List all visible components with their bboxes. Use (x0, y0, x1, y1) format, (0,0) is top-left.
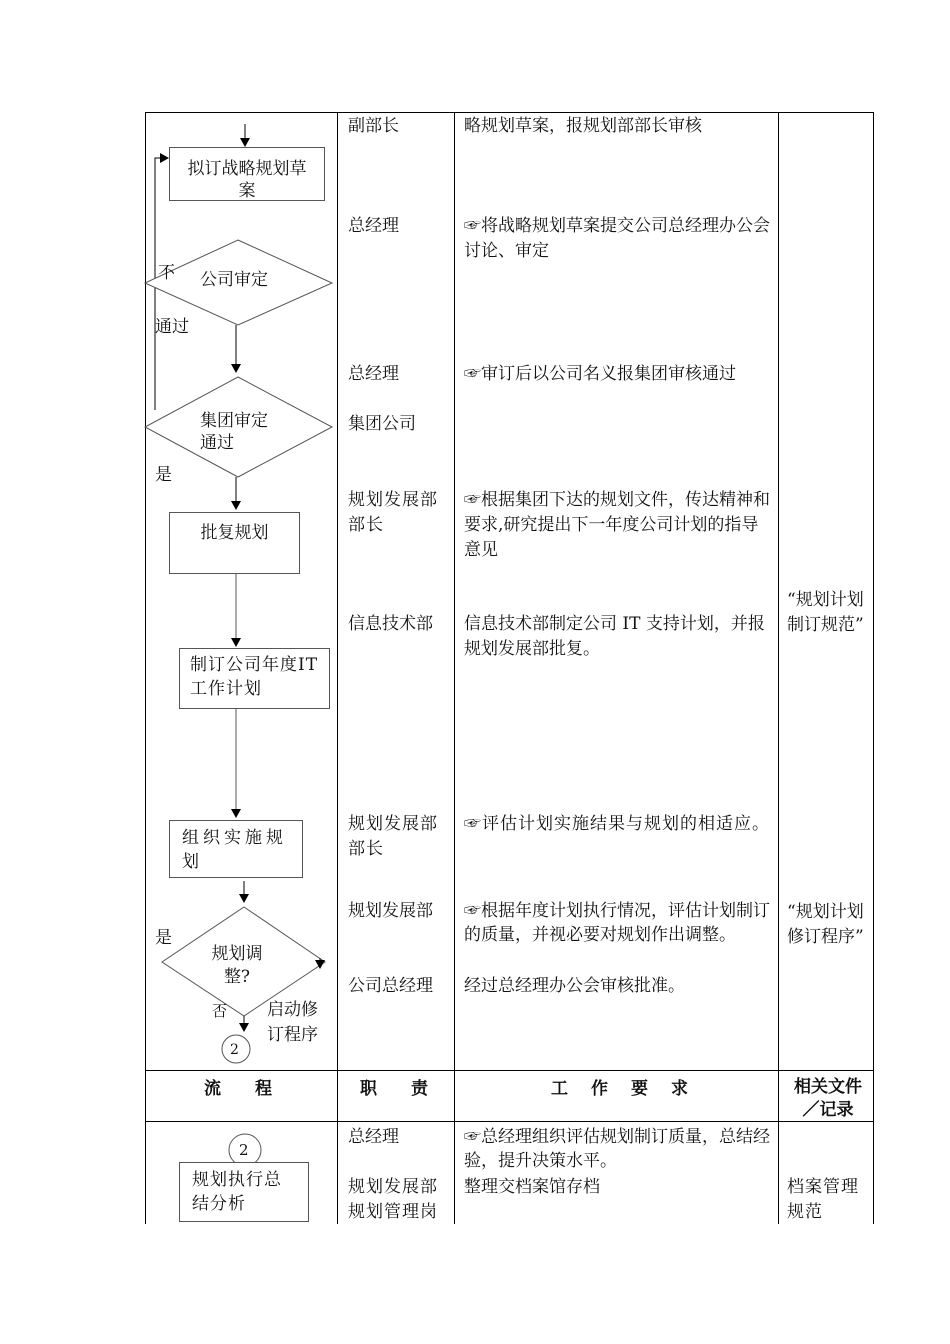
step-summary-label: 规划执行总结分析 (192, 1170, 282, 1214)
step-draft-label: 拟订战略规划草案 (187, 159, 307, 201)
req-bottom-2: 整理交档案馆存档 (464, 1177, 600, 1197)
req-row-3: ☞审订后以公司名义报集团审核通过 (464, 364, 736, 384)
step-summary-box (179, 1162, 309, 1222)
header-docs: 相关文件／记录 (794, 1077, 862, 1120)
duty-row-8: 规划发展部 (348, 901, 433, 921)
req-row-9: 经过总经理办公会审核批准。 (464, 976, 685, 996)
req-row-6: 信息技术部制定公司 IT 支持计划，并报规划发展部批复。 (464, 614, 765, 659)
duty-bottom-1: 总经理 (348, 1127, 399, 1147)
req-row-8: ☞根据年度计划执行情况，评估计划制订的质量，并视必要对规划作出调整。 (464, 901, 770, 945)
header-flow: 流 程 (204, 1079, 272, 1099)
header-duty: 职 责 (360, 1079, 428, 1099)
header-work: 工 作 要 求 (551, 1079, 691, 1099)
step-draft-box (169, 147, 325, 201)
duty-row-7: 规划发展部部长 (348, 814, 438, 859)
step-it-plan-label: 制订公司年度IT工作计划 (190, 655, 319, 699)
step-approve-label: 批复规划 (200, 523, 269, 543)
step-implement-label: 组织实施规划 (182, 828, 287, 872)
req-row-2: ☞将战略规划草案提交公司总经理办公会讨论、审定 (464, 216, 770, 261)
req-row-7: ☞评估计划实施结果与规划的相适应。 (464, 814, 770, 834)
req-bottom-1: ☞总经理组织评估规划制订质量，总结经验，提升决策水平。 (464, 1127, 770, 1171)
duty-row-2: 总经理 (348, 216, 399, 236)
duty-row-6: 信息技术部 (348, 614, 433, 634)
connector-label: 2 (230, 1042, 239, 1058)
req-row-5: ☞根据集团下达的规划文件，传达精神和要求,研究提出下一年度公司计划的指导意见 (464, 490, 770, 560)
label-no: 否 (212, 1002, 228, 1020)
step-revise-label: 启动修订程序 (267, 1000, 318, 1045)
label-yes-1: 是 (155, 465, 172, 485)
doc-bottom: 档案管理规范 (787, 1177, 859, 1222)
step-it-plan-box (179, 648, 330, 709)
decision-adjust-label: 规划调整? (211, 944, 263, 987)
step-approve-box (169, 512, 300, 574)
doc-row-2: “规划计划修订程序” (787, 902, 864, 947)
doc-row-1: “规划计划制订规范” (787, 590, 864, 635)
step-implement-box (169, 820, 303, 878)
decision-group-label: 集团审定 (200, 411, 268, 431)
req-row-1: 略规划草案，报规划部部长审核 (464, 116, 702, 136)
label-no-partial: 不 (158, 263, 175, 283)
duty-row-1: 副部长 (348, 116, 399, 136)
duty-row-4: 集团公司 (348, 414, 416, 434)
duty-row-9: 公司总经理 (348, 976, 433, 996)
decision-group-sublabel: 通过 (200, 433, 234, 453)
connector2-label: 2 (239, 1141, 249, 1159)
decision-company-label: 公司审定 (200, 270, 268, 290)
label-yes-2: 是 (155, 928, 172, 948)
label-pass: 通过 (155, 317, 189, 337)
duty-row-3: 总经理 (348, 364, 399, 384)
duty-row-5: 规划发展部部长 (348, 490, 438, 535)
duty-bottom-2: 规划发展部规划管理岗 (348, 1177, 438, 1222)
